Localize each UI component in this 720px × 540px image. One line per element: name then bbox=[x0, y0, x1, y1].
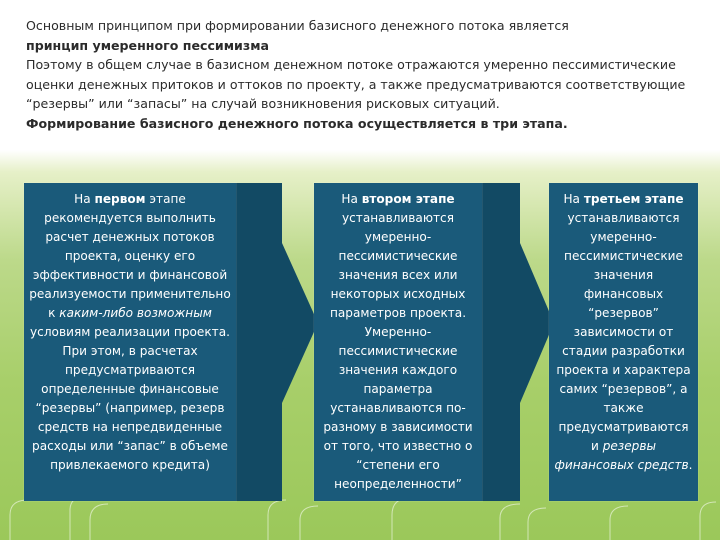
intro-stages-heading: Формирование базисного денежного потока осуществляется в три этапа. bbox=[26, 115, 568, 131]
stage-3-end: . bbox=[688, 458, 693, 472]
stage-2-emph: втором этапе bbox=[361, 192, 455, 206]
stage-3-italic: резервы финансовых средств bbox=[554, 439, 689, 472]
stage-2-prefix: На bbox=[341, 192, 362, 206]
stage-3-prefix: На bbox=[563, 192, 584, 206]
stage-1-prefix: На bbox=[74, 192, 95, 206]
stage-1-emph: первом bbox=[94, 192, 146, 206]
intro-line-3: Поэтому в общем случае в базисном денежном потоке отражаются умеренно пессимистические оценки денежных притоков и оттоков по проекту, а также предусматриваются соответствующие “резервы” или “запасы” на случай возникновения рисковых ситуаций. bbox=[26, 57, 686, 111]
stage-1-box bbox=[24, 183, 236, 501]
stage-1-rest: условиям реализации проекта. При этом, в расчетах предусматриваются определенные финансовые “резервы” (например, резерв средств на непредвиденные расходы или “запас” в объеме привлекаемого кредита) bbox=[30, 325, 230, 472]
intro-line-1: Основным принципом при формировании базисного денежного потока является bbox=[26, 18, 569, 33]
stage-2-text: устанавливаются умеренно-пессимистические значения всех или некоторых исходных параметров проекта. Умеренно-пессимистические значения каждого параметра устанавливаются по-разному в зависимости от того, что известно о “степени его неопределенности” bbox=[323, 211, 473, 491]
stage-3-box bbox=[549, 183, 698, 501]
intro-principle: принцип умеренного пессимизма bbox=[26, 37, 269, 53]
stage-3-text: устанавливаются умеренно-пессимистические значения финансовых “резервов” зависимости от стадии разработки проекта и характера самих “резервов”, а также предусматриваются и bbox=[556, 211, 691, 453]
stage-1-text: этапе рекомендуется выполнить расчет денежных потоков проекта, оценку его эффективности и финансовой реализуемости применительно к bbox=[29, 192, 231, 320]
arrow-2-to-3 bbox=[478, 183, 554, 501]
stage-3-emph: третьем этапе bbox=[583, 192, 684, 206]
arrow-1-to-2 bbox=[232, 183, 318, 501]
intro-text bbox=[26, 16, 696, 133]
stage-1-italic: каким-либо возможным bbox=[59, 306, 212, 320]
stage-2-box bbox=[314, 183, 482, 501]
